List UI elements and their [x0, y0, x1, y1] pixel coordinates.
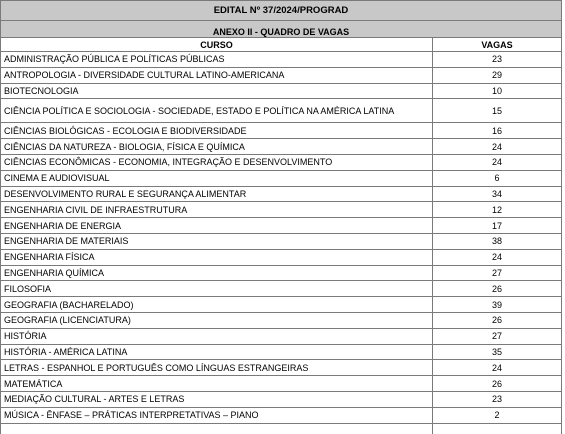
course-cell: MEDIAÇÃO CULTURAL - ARTES E LETRAS — [1, 391, 433, 407]
vagas-cell: 10 — [433, 83, 562, 99]
vagas-cell: 12 — [433, 202, 562, 218]
anexo-title-row — [1, 21, 562, 38]
course-cell: FILOSOFIA — [1, 281, 433, 297]
vagas-cell: 23 — [433, 391, 562, 407]
table-row — [1, 233, 562, 249]
table-row — [1, 297, 562, 313]
table-row — [1, 376, 562, 392]
table-row — [1, 83, 562, 99]
table-row — [1, 249, 562, 265]
vagas-cell: 24 — [433, 249, 562, 265]
vagas-cell: 24 — [433, 139, 562, 155]
table-row — [1, 202, 562, 218]
table-row — [1, 312, 562, 328]
course-cell: ENGENHARIA DE ENERGIA — [1, 218, 433, 234]
vagas-cell: 27 — [433, 328, 562, 344]
course-cell: ADMINISTRAÇÃO PÚBLICA E POLÍTICAS PÚBLICAS — [1, 52, 433, 68]
course-cell: LETRAS - ESPANHOL E PORTUGUÊS COMO LÍNGUAS ESTRANGEIRAS — [1, 360, 433, 376]
table-row — [1, 407, 562, 423]
table-row — [1, 391, 562, 407]
table-row-cutoff — [1, 423, 562, 434]
vagas-cell: 15 — [433, 99, 562, 123]
vagas-cell: 6 — [433, 170, 562, 186]
vagas-cell: 38 — [433, 233, 562, 249]
table-row — [1, 360, 562, 376]
vagas-cell: 16 — [433, 123, 562, 139]
course-column-header: CURSO — [1, 38, 433, 52]
course-cell: MÚSICA - ÊNFASE – PRÁTICAS INTERPRETATIVAS – PIANO — [1, 407, 433, 423]
vagas-cell: 35 — [433, 344, 562, 360]
edital-title: EDITAL Nº 37/2024/PROGRAD — [1, 1, 562, 21]
table-row — [1, 52, 562, 68]
table-row — [1, 328, 562, 344]
table-row — [1, 154, 562, 170]
course-cell — [1, 423, 433, 434]
table-row — [1, 170, 562, 186]
table-row — [1, 281, 562, 297]
course-cell: HISTÓRIA - AMÉRICA LATINA — [1, 344, 433, 360]
course-cell: CIÊNCIAS BIOLÓGICAS - ECOLOGIA E BIODIVERSIDADE — [1, 123, 433, 139]
table-row — [1, 186, 562, 202]
vagas-column-header: VAGAS — [433, 38, 562, 52]
edital-title-row — [1, 1, 562, 21]
course-cell: GEOGRAFIA (LICENCIATURA) — [1, 312, 433, 328]
vagas-cell: 24 — [433, 360, 562, 376]
vagas-cell: 26 — [433, 376, 562, 392]
vagas-cell: 29 — [433, 67, 562, 83]
table-row — [1, 265, 562, 281]
vagas-cell: 39 — [433, 297, 562, 313]
table-row — [1, 123, 562, 139]
vagas-cell — [433, 423, 562, 434]
vagas-cell: 26 — [433, 312, 562, 328]
table-row — [1, 344, 562, 360]
vagas-cell: 27 — [433, 265, 562, 281]
course-cell: CIÊNCIAS ECONÔMICAS - ECONOMIA, INTEGRAÇÃO E DESENVOLVIMENTO — [1, 154, 433, 170]
course-cell: ENGENHARIA DE MATERIAIS — [1, 233, 433, 249]
course-cell: CINEMA E AUDIOVISUAL — [1, 170, 433, 186]
vagas-cell: 2 — [433, 407, 562, 423]
course-cell: CIÊNCIAS DA NATUREZA - BIOLOGIA, FÍSICA E QUÍMICA — [1, 139, 433, 155]
course-cell: DESENVOLVIMENTO RURAL E SEGURANÇA ALIMENTAR — [1, 186, 433, 202]
table-row — [1, 67, 562, 83]
table-row — [1, 99, 562, 123]
course-cell: BIOTECNOLOGIA — [1, 83, 433, 99]
course-cell: CIÊNCIA POLÍTICA E SOCIOLOGIA - SOCIEDADE, ESTADO E POLÍTICA NA AMÉRICA LATINA — [1, 99, 433, 123]
vagas-cell: 26 — [433, 281, 562, 297]
course-cell: ANTROPOLOGIA - DIVERSIDADE CULTURAL LATINO-AMERICANA — [1, 67, 433, 83]
course-cell: ENGENHARIA CIVIL DE INFRAESTRUTURA — [1, 202, 433, 218]
course-cell: MATEMÁTICA — [1, 376, 433, 392]
vagas-cell: 34 — [433, 186, 562, 202]
course-cell: HISTÓRIA — [1, 328, 433, 344]
course-cell: ENGENHARIA QUÍMICA — [1, 265, 433, 281]
course-cell: GEOGRAFIA (BACHARELADO) — [1, 297, 433, 313]
table-row — [1, 139, 562, 155]
column-header-row — [1, 38, 562, 52]
anexo-title: ANEXO II - QUADRO DE VAGAS — [1, 21, 562, 38]
course-cell: ENGENHARIA FÍSICA — [1, 249, 433, 265]
vagas-cell: 24 — [433, 154, 562, 170]
vagas-cell: 23 — [433, 52, 562, 68]
vagas-cell: 17 — [433, 218, 562, 234]
table-row — [1, 218, 562, 234]
